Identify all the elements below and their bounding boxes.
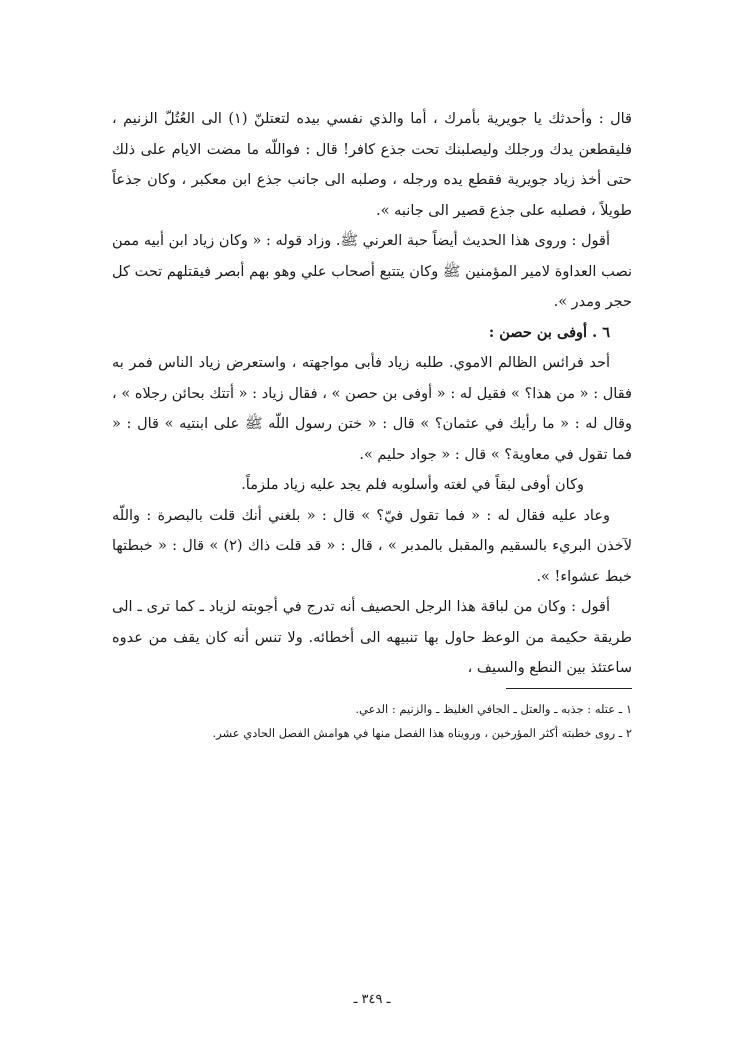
paragraph-author-comment: أقول : وكان من لباقة هذا الرجل الحصيف أنه تدرج في أجوبته لزياد ـ كما ترى ـ الى طريقة حكيمة من الوعظ حاول بها تنبيهه الى أخطائه. ولا تنس أنه كان يقف من عدوه ساعتئذ بين النطع والسيف ، bbox=[112, 599, 632, 676]
paragraph-habba-narration: أقول : وروى هذا الحديث أيضاً حبة العرني ﷺ. وزاد قوله : « وكان زياد ابن أبيه ممن نصب العداوة لامير المؤمنين ﷺ وكان يتتبع أصحاب علي وهو بهم أبصر فيقتلهم تحت كل حجر ومدر ». bbox=[112, 233, 632, 310]
footnote-1: ١ ـ عتله : جذبه ـ والعتل ـ الجافي الغليظ ـ والزنيم : الدعي. bbox=[355, 702, 632, 716]
page-number: ـ ٣٤٩ ـ bbox=[353, 992, 391, 1007]
main-text bbox=[112, 104, 632, 684]
paragraph-awfa-interrogation: أحد فرائس الظالم الاموي. طلبه زياد فأبى مواجهته ، واستعرض زياد الناس فمر به فقال : « من هذا؟ » فقيل له : « أوفى بن حصن » ، فقال زياد : « أتتك بحائن رجلاه » ، وقال له : « ما رأيك في عثمان؟ » قال : « ختن رسول اللّه ﷺ على ابنتيه » قال : « فما تقول في معاوية؟ » قال : « جواد حليم ». bbox=[112, 355, 632, 463]
footnote-2: ٢ ـ روى خطبته أكثر المؤرخين ، ورويناه هذا الفصل منها في هوامش الفصل الحادي عشر. bbox=[212, 726, 632, 740]
footnotes bbox=[112, 697, 632, 745]
paragraph-awfa-reply: وعاد عليه فقال له : « فما تقول فيّ؟ » قال : « بلغني أنك قلت بالبصرة : واللّه لآخذن البريء بالسقيم والمقبل بالمدبر » ، قال : « قد قلت ذاك (٢) » قال : « خبطتها خبط عشواء! ». bbox=[112, 507, 632, 585]
footnote-divider bbox=[506, 688, 632, 689]
paragraph-awfa-eloquence: وكان أوفى لبقاً في لغته وأسلوبه فلم يجد عليه زياد ملزماً. bbox=[241, 477, 584, 493]
section-heading-awfa: ٦ . أوفى بن حصن : bbox=[488, 323, 610, 341]
paragraph-jowayriya-prophecy: قال : وأحدثك يا جويرية بأمرك ، أما والذي نفسي بيده لتعتلنّ (١) الى العُتُلّ الزنيم ، فليقطعن يدك ورجلك وليصلبنك تحت جذع كافر! قال : فواللّه ما مضت الايام على ذلك حتى أخذ زياد جويرية فقطع يده ورجله ، وصلبه الى جانب جذع ابن معكبر ، وكان جذعاً طويلاً ، فصلبه على جذع قصير الى جانبه ». bbox=[112, 111, 632, 219]
